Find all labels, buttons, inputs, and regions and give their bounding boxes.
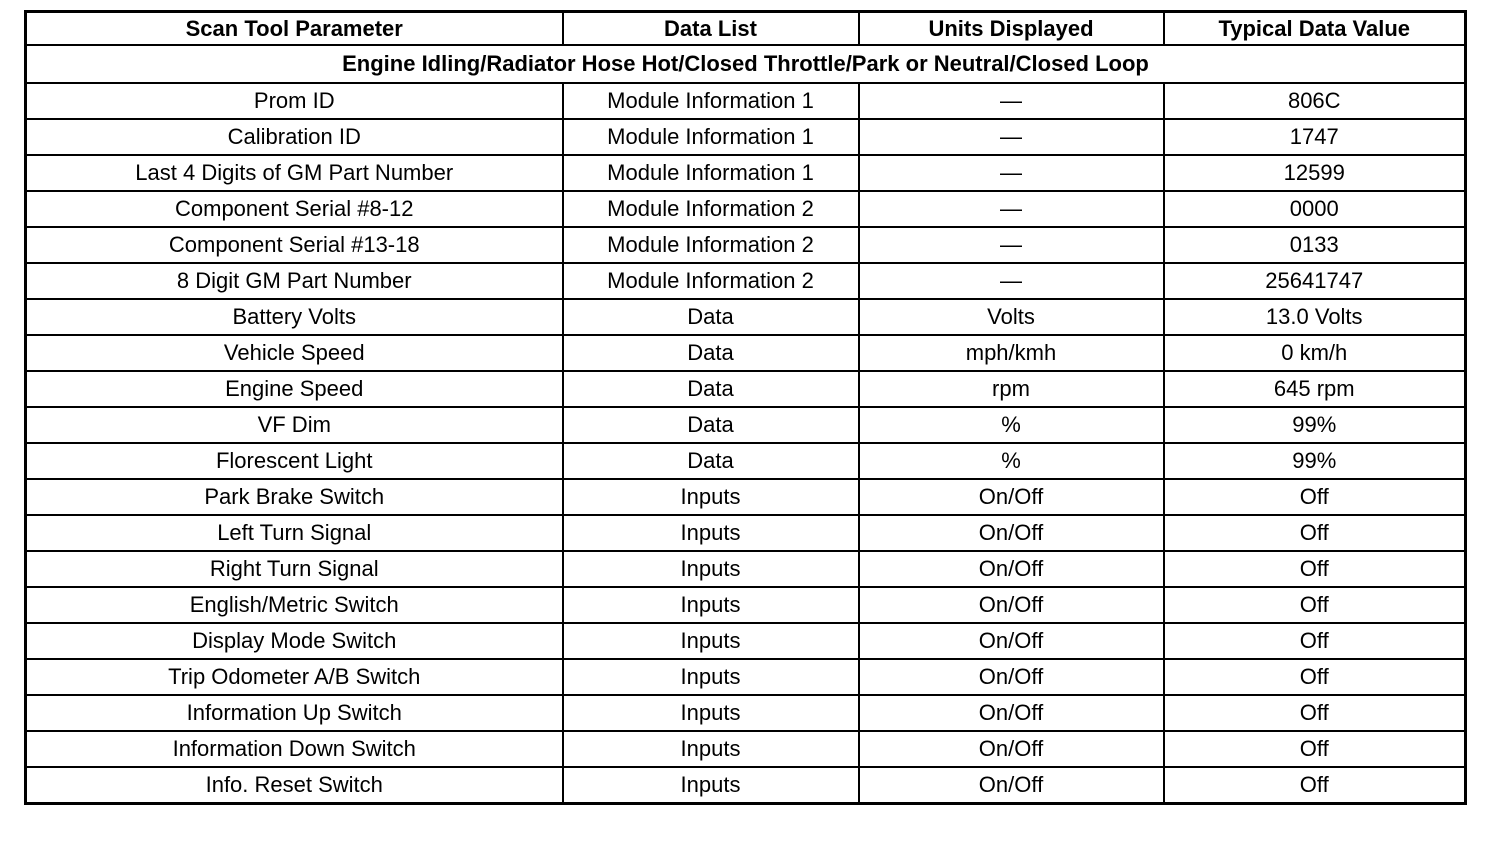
cell-units-displayed: On/Off (859, 515, 1164, 551)
cell-data-list: Data (563, 443, 859, 479)
scan-tool-data-table (24, 10, 1467, 805)
cell-typical-value: Off (1164, 731, 1466, 767)
cell-data-list: Inputs (563, 767, 859, 804)
cell-units-displayed: % (859, 407, 1164, 443)
cell-typical-value: Off (1164, 623, 1466, 659)
cell-parameter: Florescent Light (26, 443, 563, 479)
cell-typical-value: 0000 (1164, 191, 1466, 227)
table-row (26, 83, 1466, 119)
cell-units-displayed: On/Off (859, 623, 1164, 659)
cell-data-list: Inputs (563, 515, 859, 551)
section-heading: Engine Idling/Radiator Hose Hot/Closed Throttle/Park or Neutral/Closed Loop (26, 45, 1466, 83)
cell-data-list: Inputs (563, 479, 859, 515)
cell-parameter: Trip Odometer A/B Switch (26, 659, 563, 695)
cell-data-list: Inputs (563, 587, 859, 623)
cell-parameter: Engine Speed (26, 371, 563, 407)
cell-data-list: Data (563, 335, 859, 371)
cell-data-list: Inputs (563, 731, 859, 767)
cell-typical-value: Off (1164, 551, 1466, 587)
cell-units-displayed: On/Off (859, 551, 1164, 587)
cell-parameter: Vehicle Speed (26, 335, 563, 371)
table-row (26, 335, 1466, 371)
header-units-displayed: Units Displayed (859, 12, 1164, 46)
table-row (26, 623, 1466, 659)
table-row (26, 263, 1466, 299)
cell-typical-value: Off (1164, 659, 1466, 695)
cell-typical-value: 25641747 (1164, 263, 1466, 299)
cell-data-list: Module Information 2 (563, 191, 859, 227)
table-row (26, 767, 1466, 804)
cell-data-list: Module Information 1 (563, 119, 859, 155)
cell-data-list: Module Information 2 (563, 227, 859, 263)
table-row (26, 371, 1466, 407)
cell-typical-value: Off (1164, 695, 1466, 731)
cell-parameter: VF Dim (26, 407, 563, 443)
cell-data-list: Module Information 1 (563, 155, 859, 191)
cell-parameter: Info. Reset Switch (26, 767, 563, 804)
cell-data-list: Inputs (563, 623, 859, 659)
cell-units-displayed: On/Off (859, 659, 1164, 695)
cell-units-displayed: — (859, 155, 1164, 191)
cell-units-displayed: On/Off (859, 587, 1164, 623)
cell-parameter: Information Down Switch (26, 731, 563, 767)
cell-units-displayed: Volts (859, 299, 1164, 335)
cell-typical-value: Off (1164, 479, 1466, 515)
cell-typical-value: Off (1164, 587, 1466, 623)
cell-parameter: Component Serial #13-18 (26, 227, 563, 263)
header-scan-tool-parameter: Scan Tool Parameter (26, 12, 563, 46)
section-row (26, 45, 1466, 83)
cell-units-displayed: mph/kmh (859, 335, 1164, 371)
cell-units-displayed: — (859, 227, 1164, 263)
scan-tool-data-sheet (24, 10, 1464, 805)
table-row (26, 731, 1466, 767)
table-row (26, 299, 1466, 335)
cell-units-displayed: On/Off (859, 767, 1164, 804)
cell-parameter: Information Up Switch (26, 695, 563, 731)
cell-data-list: Inputs (563, 695, 859, 731)
cell-parameter: English/Metric Switch (26, 587, 563, 623)
cell-parameter: Calibration ID (26, 119, 563, 155)
cell-typical-value: 0 km/h (1164, 335, 1466, 371)
cell-data-list: Data (563, 299, 859, 335)
table-row (26, 479, 1466, 515)
cell-parameter: Park Brake Switch (26, 479, 563, 515)
cell-units-displayed: On/Off (859, 731, 1164, 767)
cell-units-displayed: On/Off (859, 695, 1164, 731)
table-row (26, 443, 1466, 479)
cell-typical-value: 99% (1164, 407, 1466, 443)
cell-typical-value: 0133 (1164, 227, 1466, 263)
cell-parameter: 8 Digit GM Part Number (26, 263, 563, 299)
cell-parameter: Display Mode Switch (26, 623, 563, 659)
cell-data-list: Data (563, 407, 859, 443)
cell-data-list: Inputs (563, 659, 859, 695)
cell-parameter: Prom ID (26, 83, 563, 119)
cell-data-list: Module Information 2 (563, 263, 859, 299)
cell-units-displayed: — (859, 83, 1164, 119)
cell-parameter: Component Serial #8-12 (26, 191, 563, 227)
table-row (26, 191, 1466, 227)
cell-data-list: Data (563, 371, 859, 407)
cell-units-displayed: % (859, 443, 1164, 479)
table-row (26, 119, 1466, 155)
cell-parameter: Right Turn Signal (26, 551, 563, 587)
cell-parameter: Last 4 Digits of GM Part Number (26, 155, 563, 191)
table-row (26, 551, 1466, 587)
table-row (26, 587, 1466, 623)
header-data-list: Data List (563, 12, 859, 46)
cell-units-displayed: rpm (859, 371, 1164, 407)
cell-typical-value: Off (1164, 515, 1466, 551)
cell-units-displayed: — (859, 191, 1164, 227)
cell-parameter: Left Turn Signal (26, 515, 563, 551)
table-body (26, 45, 1466, 804)
table-row (26, 227, 1466, 263)
table-row (26, 515, 1466, 551)
table-row (26, 155, 1466, 191)
cell-typical-value: 645 rpm (1164, 371, 1466, 407)
cell-typical-value: 806C (1164, 83, 1466, 119)
cell-data-list: Inputs (563, 551, 859, 587)
header-typical-data-value: Typical Data Value (1164, 12, 1466, 46)
cell-typical-value: Off (1164, 767, 1466, 804)
cell-units-displayed: — (859, 263, 1164, 299)
cell-parameter: Battery Volts (26, 299, 563, 335)
cell-data-list: Module Information 1 (563, 83, 859, 119)
cell-typical-value: 1747 (1164, 119, 1466, 155)
cell-typical-value: 12599 (1164, 155, 1466, 191)
cell-units-displayed: On/Off (859, 479, 1164, 515)
header-row (26, 12, 1466, 46)
table-row (26, 407, 1466, 443)
table-row (26, 695, 1466, 731)
table-row (26, 659, 1466, 695)
cell-typical-value: 99% (1164, 443, 1466, 479)
cell-typical-value: 13.0 Volts (1164, 299, 1466, 335)
cell-units-displayed: — (859, 119, 1164, 155)
